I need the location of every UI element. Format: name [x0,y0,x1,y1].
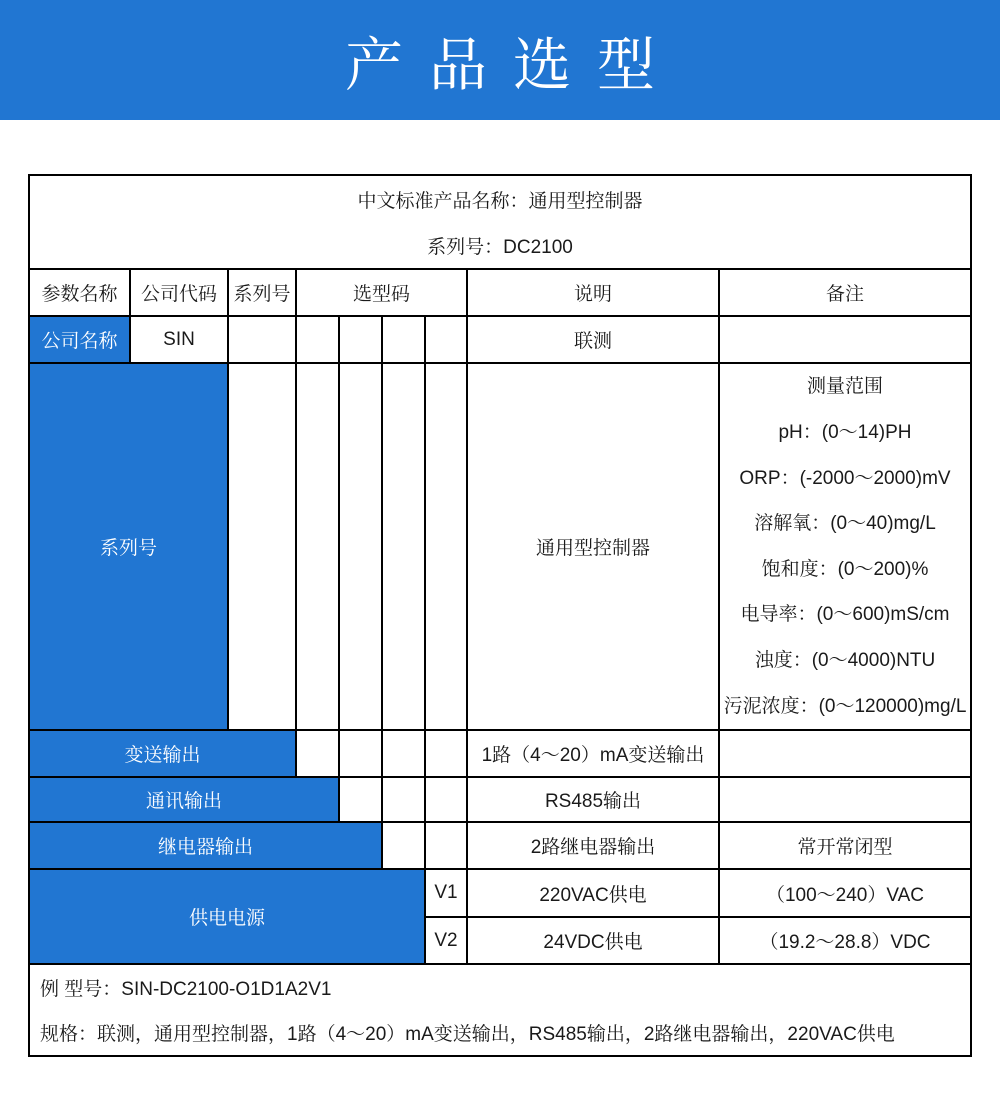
empty-cell [383,731,424,776]
comm-output-description: RS485输出 [468,778,718,821]
series-number-line: 系列号：DC2100 [427,236,573,258]
measure-range-ph: pH：(0～14)PH [778,421,912,443]
empty-cell [297,317,338,362]
header-param-name: 参数名称 [30,270,129,315]
row-company-label: 公司名称 [30,317,129,362]
empty-cell [426,731,466,776]
empty-cell [720,731,970,776]
row-series-label: 系列号 [30,364,227,729]
empty-cell [383,778,424,821]
page-title: 产品选型 [344,33,681,98]
power-option-v2-remark: （19.2～28.8）VDC [720,918,970,963]
measure-range-conductivity: 电导率：(0～600)mS/cm [740,604,950,626]
transmit-output-description: 1路（4～20）mA变送输出 [468,731,718,776]
empty-cell [720,317,970,362]
empty-cell [340,317,381,362]
header-remark: 备注 [720,270,970,315]
measure-range-do: 溶解氧：(0～40)mg/L [754,513,936,535]
measure-range-saturation: 饱和度：(0～200)% [761,558,929,580]
empty-cell [229,317,295,362]
relay-output-description: 2路继电器输出 [468,823,718,868]
power-option-v1-remark: （100～240）VAC [720,870,970,916]
power-option-v2-description: 24VDC供电 [468,918,718,963]
series-description: 通用型控制器 [468,364,718,729]
banner [0,0,1000,120]
measure-range-title: 测量范围 [806,376,883,398]
header-selection-code: 选型码 [297,270,466,315]
row-relay-output-label: 继电器输出 [30,823,381,868]
empty-cell [383,364,424,729]
measure-range-sludge: 污泥浓度：(0～120000)mg/L [723,695,967,717]
empty-cell [383,823,424,868]
empty-cell [340,731,381,776]
empty-cell [340,364,381,729]
header-description: 说明 [468,270,718,315]
product-name-line: 中文标准产品名称：通用型控制器 [357,190,643,212]
empty-cell [426,823,466,868]
empty-cell [383,317,424,362]
power-option-v1-description: 220VAC供电 [468,870,718,916]
relay-output-remark: 常开常闭型 [720,823,970,868]
empty-cell [340,778,381,821]
power-option-v1-code: V1 [426,870,466,916]
empty-cell [720,778,970,821]
row-transmit-output-label: 变送输出 [30,731,295,776]
company-description: 联测 [468,317,718,362]
row-comm-output-label: 通讯输出 [30,778,338,821]
footer-example-cell [30,965,970,1055]
empty-cell [229,364,295,729]
row-power-supply-label: 供电电源 [30,870,424,963]
series-measure-ranges [720,364,970,729]
spec-line: 规格：联测，通用型控制器，1路（4～20）mA变送输出，RS485输出，2路继电器输出，220VAC供电 [40,1024,895,1045]
measure-range-orp: ORP：(-2000～2000)mV [739,467,951,489]
header-series-no: 系列号 [229,270,295,315]
empty-cell [297,731,338,776]
header-company-code: 公司代码 [131,270,227,315]
empty-cell [426,778,466,821]
empty-cell [426,364,466,729]
table-title-cell [30,176,970,268]
company-code-value: SIN [131,317,227,362]
empty-cell [297,364,338,729]
example-model-line: 例 型号：SIN-DC2100-O1D1A2V1 [40,979,332,1000]
power-option-v2-code: V2 [426,918,466,963]
empty-cell [426,317,466,362]
selection-table [28,174,972,1057]
measure-range-turbidity: 浊度：(0～4000)NTU [754,650,936,672]
